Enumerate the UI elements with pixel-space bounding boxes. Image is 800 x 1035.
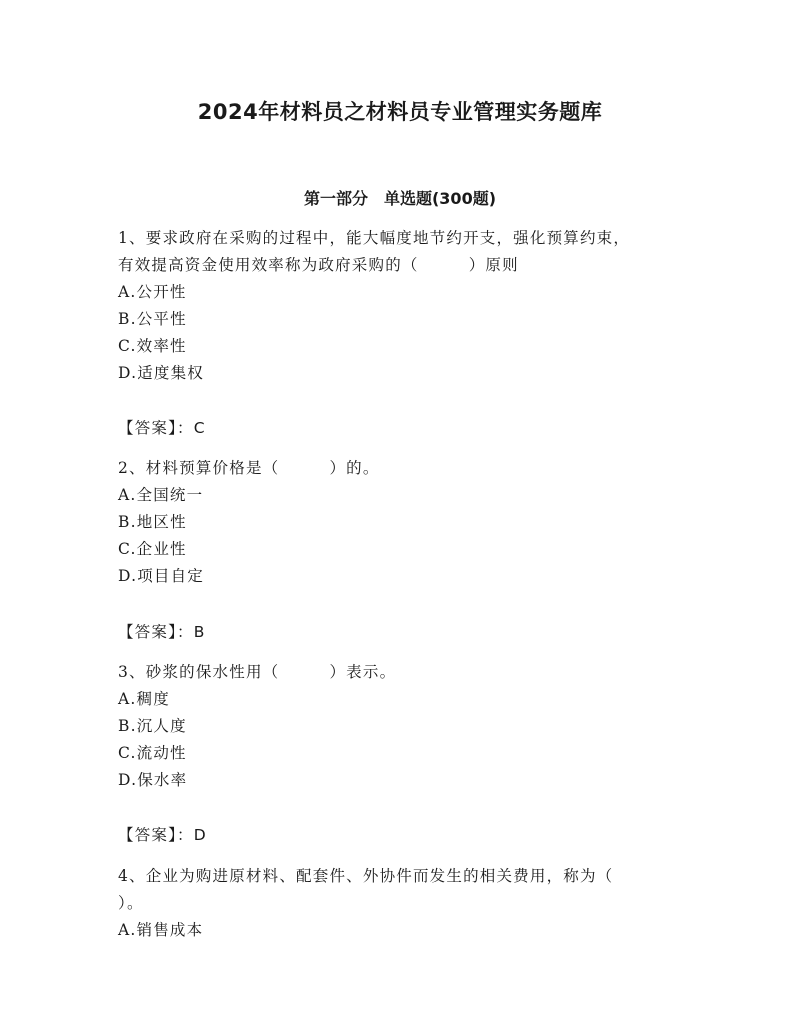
question-2-option-a: A.全国统一: [118, 486, 204, 504]
question-3-stem-line-1: 3、砂浆的保水性用（ ）表示。: [118, 663, 397, 681]
question-3-answer: 【答案】：D: [118, 826, 207, 844]
question-1-option-d: D.适度集权: [118, 364, 205, 382]
question-2-stem-line-1: 2、材料预算价格是（ ）的。: [118, 459, 380, 477]
section-title: 第一部分 单选题(300题): [303, 189, 497, 208]
question-2-option-c: C.企业性: [118, 540, 187, 558]
question-2-option-b: B.地区性: [118, 513, 187, 531]
question-3-option-d: D.保水率: [118, 771, 188, 789]
question-4-option-a: A.销售成本: [118, 921, 204, 939]
question-1-option-c: C.效率性: [118, 337, 187, 355]
question-3-option-a: A.稠度: [118, 690, 170, 708]
question-4-stem-line-2: ）。: [118, 894, 144, 912]
question-1-stem-line-2: 有效提高资金使用效率称为政府采购的（ ）原则: [118, 256, 519, 274]
question-3-option-c: C.流动性: [118, 744, 187, 762]
question-2-option-d: D.项目自定: [118, 567, 205, 585]
question-1-stem-line-1: 1、要求政府在采购的过程中，能大幅度地节约开支，强化预算约束，: [118, 229, 631, 247]
question-3-option-b: B.沉人度: [118, 717, 187, 735]
question-1-option-b: B.公平性: [118, 310, 187, 328]
question-4-stem-line-1: 4、企业为购进原材料、配套件、外协件而发生的相关费用，称为（: [118, 867, 614, 885]
question-2-answer: 【答案】：B: [118, 623, 206, 641]
question-1-answer: 【答案】：C: [118, 419, 206, 437]
page-title: 2024年材料员之材料员专业管理实务题库: [197, 100, 603, 124]
question-1-option-a: A.公开性: [118, 283, 187, 301]
